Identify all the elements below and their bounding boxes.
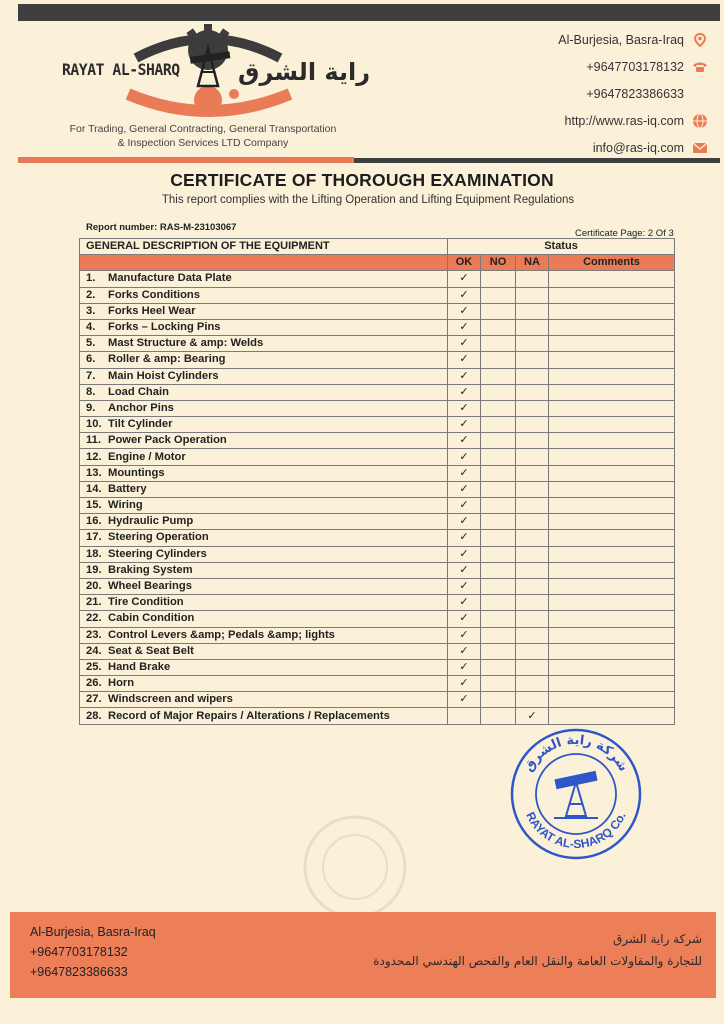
row-no-cell — [481, 400, 516, 416]
row-no-cell — [481, 481, 516, 497]
row-label: Seat & Seat Belt — [108, 644, 194, 657]
table-row — [80, 692, 675, 708]
row-no-cell — [481, 319, 516, 335]
row-number: 27. — [86, 693, 102, 706]
row-na-cell — [516, 271, 549, 287]
location-icon — [692, 32, 708, 48]
row-ok-cell: ✓ — [448, 643, 481, 659]
row-ok-cell: ✓ — [448, 384, 481, 400]
row-no-cell — [481, 643, 516, 659]
row-number: 7. — [86, 369, 96, 382]
row-no-cell — [481, 627, 516, 643]
row-label: Engine / Motor — [108, 450, 186, 463]
row-comments-cell — [549, 400, 675, 416]
row-na-cell — [516, 465, 549, 481]
row-no-cell — [481, 352, 516, 368]
table-row — [80, 384, 675, 400]
top-band — [18, 4, 720, 21]
table-row — [80, 287, 675, 303]
equipment-status-table — [79, 238, 675, 725]
table-row — [80, 627, 675, 643]
row-item-name — [80, 481, 448, 497]
row-ok-cell: ✓ — [448, 562, 481, 578]
row-label: Steering Cylinders — [108, 547, 207, 560]
row-ok-cell: ✓ — [448, 530, 481, 546]
footer-company-ar — [373, 928, 702, 972]
column-comments: Comments — [549, 255, 675, 271]
row-item-name — [80, 336, 448, 352]
row-ok-cell: ✓ — [448, 433, 481, 449]
row-no-cell — [481, 465, 516, 481]
row-na-cell — [516, 352, 549, 368]
row-label: Manufacture Data Plate — [108, 272, 232, 285]
tagline-line-2: & Inspection Services LTD Company — [117, 137, 289, 149]
company-name-en: RAYAT AL-SHARQ — [62, 60, 180, 79]
row-number: 20. — [86, 580, 102, 593]
row-ok-cell: ✓ — [448, 417, 481, 433]
certificate-subtitle: This report complies with the Lifting Operation and Lifting Equipment Regulations — [161, 194, 575, 206]
table-row — [80, 643, 675, 659]
row-comments-cell — [549, 676, 675, 692]
table-header-row-2 — [80, 255, 675, 271]
table-row — [80, 611, 675, 627]
row-no-cell — [481, 530, 516, 546]
row-comments-cell — [549, 692, 675, 708]
row-comments-cell — [549, 319, 675, 335]
row-na-cell — [516, 595, 549, 611]
table-row — [80, 336, 675, 352]
table-row — [80, 465, 675, 481]
row-na-cell — [516, 692, 549, 708]
row-label: Braking System — [108, 563, 193, 576]
row-label: Steering Operation — [108, 531, 209, 544]
report-number: Report number: RAS-M-23103067 — [86, 222, 237, 233]
certificate-title: CERTIFICATE OF THOROUGH EXAMINATION — [170, 170, 554, 190]
row-label: Record of Major Repairs / Alterations / Replacements — [108, 709, 390, 722]
row-number: 14. — [86, 482, 102, 495]
row-label: Mountings — [108, 466, 165, 479]
footer-company-desc-ar: للتجارة والمقاولات العامة والنقل العام والفحص الهندسي المحدودة — [373, 954, 702, 968]
row-comments-cell — [549, 384, 675, 400]
row-number: 18. — [86, 547, 102, 560]
row-comments-cell — [549, 368, 675, 384]
watermark-seal — [300, 812, 410, 922]
row-no-cell — [481, 595, 516, 611]
row-ok-cell: ✓ — [448, 481, 481, 497]
row-comments-cell — [549, 287, 675, 303]
row-na-cell — [516, 336, 549, 352]
row-comments-cell — [549, 417, 675, 433]
row-na-cell — [516, 481, 549, 497]
table-row — [80, 400, 675, 416]
row-item-name — [80, 708, 448, 724]
row-number: 3. — [86, 304, 96, 317]
globe-icon — [692, 113, 708, 129]
row-item-name — [80, 578, 448, 594]
row-ok-cell: ✓ — [448, 546, 481, 562]
row-item-name — [80, 465, 448, 481]
row-number: 23. — [86, 628, 102, 641]
row-no-cell — [481, 368, 516, 384]
row-item-name — [80, 433, 448, 449]
company-stamp — [508, 726, 644, 862]
row-item-name — [80, 627, 448, 643]
contact-block — [558, 26, 708, 161]
row-ok-cell: ✓ — [448, 336, 481, 352]
column-na: NA — [516, 255, 549, 271]
table-row — [80, 303, 675, 319]
company-name-ar: راية الشرق — [238, 58, 371, 86]
row-item-name — [80, 530, 448, 546]
header-blank-cell — [80, 255, 448, 271]
row-na-cell — [516, 627, 549, 643]
row-ok-cell: ✓ — [448, 368, 481, 384]
row-label: Power Pack Operation — [108, 434, 227, 447]
row-no-cell — [481, 303, 516, 319]
row-na-cell — [516, 659, 549, 675]
status-header: Status — [448, 239, 675, 255]
phone-icon — [692, 59, 708, 75]
row-ok-cell: ✓ — [448, 303, 481, 319]
column-ok: OK — [448, 255, 481, 271]
row-ok-cell: ✓ — [448, 692, 481, 708]
row-item-name — [80, 303, 448, 319]
row-ok-cell: ✓ — [448, 465, 481, 481]
row-no-cell — [481, 498, 516, 514]
row-no-cell — [481, 417, 516, 433]
column-no: NO — [481, 255, 516, 271]
row-label: Wiring — [108, 499, 143, 512]
table-row — [80, 530, 675, 546]
row-item-name — [80, 546, 448, 562]
row-na-cell — [516, 433, 549, 449]
row-label: Mast Structure & amp: Welds — [108, 337, 264, 350]
row-label: Battery — [108, 482, 147, 495]
row-ok-cell: ✓ — [448, 676, 481, 692]
row-comments-cell — [549, 498, 675, 514]
footer-address: Al-Burjesia, Basra-Iraq — [30, 925, 156, 939]
row-no-cell — [481, 676, 516, 692]
row-ok-cell: ✓ — [448, 627, 481, 643]
header-divider-orange — [18, 157, 354, 163]
table-row — [80, 433, 675, 449]
row-number: 4. — [86, 321, 96, 334]
row-na-cell — [516, 514, 549, 530]
row-na-cell — [516, 611, 549, 627]
row-no-cell — [481, 562, 516, 578]
row-number: 25. — [86, 660, 102, 673]
row-no-cell — [481, 546, 516, 562]
row-no-cell — [481, 708, 516, 724]
row-item-name — [80, 595, 448, 611]
row-number: 9. — [86, 401, 96, 414]
row-no-cell — [481, 692, 516, 708]
row-ok-cell: ✓ — [448, 287, 481, 303]
row-no-cell — [481, 611, 516, 627]
row-number: 2. — [86, 288, 96, 301]
row-label: Main Hoist Cylinders — [108, 369, 219, 382]
table-row — [80, 271, 675, 287]
row-comments-cell — [549, 481, 675, 497]
table-row — [80, 498, 675, 514]
row-na-cell — [516, 449, 549, 465]
row-item-name — [80, 498, 448, 514]
row-comments-cell — [549, 627, 675, 643]
row-comments-cell — [549, 708, 675, 724]
row-comments-cell — [549, 514, 675, 530]
header-divider-dark — [354, 158, 720, 163]
certificate-page: Certificate Page: 2 Of 3 — [575, 228, 674, 239]
tagline-line-1: For Trading, General Contracting, General Transportation — [69, 123, 337, 135]
table-row — [80, 676, 675, 692]
table-row — [80, 562, 675, 578]
row-na-cell — [516, 384, 549, 400]
row-ok-cell: ✓ — [448, 498, 481, 514]
row-item-name — [80, 287, 448, 303]
row-number: 21. — [86, 596, 102, 609]
stamp-text-ar: شركة راية الشرق — [521, 732, 631, 775]
row-label: Hydraulic Pump — [108, 515, 194, 528]
row-item-name — [80, 352, 448, 368]
row-na-cell — [516, 498, 549, 514]
row-label: Forks – Locking Pins — [108, 321, 221, 334]
row-number: 24. — [86, 644, 102, 657]
row-number: 13. — [86, 466, 102, 479]
row-na-cell: ✓ — [516, 708, 549, 724]
row-comments-cell — [549, 643, 675, 659]
row-label: Forks Conditions — [108, 288, 200, 301]
row-ok-cell: ✓ — [448, 271, 481, 287]
table-row — [80, 352, 675, 368]
row-comments-cell — [549, 336, 675, 352]
row-number: 12. — [86, 450, 102, 463]
row-item-name — [80, 449, 448, 465]
row-comments-cell — [549, 595, 675, 611]
row-item-name — [80, 417, 448, 433]
row-number: 28. — [86, 709, 102, 722]
row-no-cell — [481, 433, 516, 449]
table-row — [80, 319, 675, 335]
row-number: 19. — [86, 563, 102, 576]
table-row — [80, 417, 675, 433]
row-comments-cell — [549, 530, 675, 546]
table-row — [80, 578, 675, 594]
table-header-row-1 — [80, 239, 675, 255]
row-item-name — [80, 659, 448, 675]
row-no-cell — [481, 271, 516, 287]
row-label: Wheel Bearings — [108, 580, 192, 593]
footer-phone-2: +9647823386633 — [30, 965, 128, 979]
row-item-name — [80, 643, 448, 659]
footer-company-name-ar: شركة راية الشرق — [613, 932, 702, 946]
row-no-cell — [481, 336, 516, 352]
footer-contact — [30, 922, 156, 982]
footer-phone-1: +9647703178132 — [30, 945, 128, 959]
row-na-cell — [516, 303, 549, 319]
row-label: Tire Condition — [108, 596, 184, 609]
row-ok-cell: ✓ — [448, 611, 481, 627]
row-ok-cell: ✓ — [448, 514, 481, 530]
row-number: 11. — [86, 434, 101, 447]
row-label: Tilt Cylinder — [108, 418, 173, 431]
row-label: Forks Heel Wear — [108, 304, 196, 317]
row-na-cell — [516, 562, 549, 578]
row-label: Control Levers &amp; Pedals &amp; lights — [108, 628, 335, 641]
row-label: Roller & amp: Bearing — [108, 353, 226, 366]
row-comments-cell — [549, 352, 675, 368]
row-comments-cell — [549, 271, 675, 287]
company-tagline — [58, 122, 348, 150]
row-ok-cell — [448, 708, 481, 724]
row-ok-cell: ✓ — [448, 449, 481, 465]
row-ok-cell: ✓ — [448, 595, 481, 611]
row-comments-cell — [549, 611, 675, 627]
row-number: 15. — [86, 499, 102, 512]
row-number: 6. — [86, 353, 96, 366]
row-na-cell — [516, 287, 549, 303]
row-na-cell — [516, 319, 549, 335]
row-label: Windscreen and wipers — [108, 693, 233, 706]
row-no-cell — [481, 514, 516, 530]
table-row — [80, 659, 675, 675]
row-comments-cell — [549, 449, 675, 465]
row-na-cell — [516, 368, 549, 384]
row-number: 8. — [86, 385, 96, 398]
row-label: Horn — [108, 677, 135, 690]
contact-address: Al-Burjesia, Basra-Iraq — [558, 26, 708, 53]
row-na-cell — [516, 643, 549, 659]
row-na-cell — [516, 676, 549, 692]
row-na-cell — [516, 578, 549, 594]
row-item-name — [80, 368, 448, 384]
contact-email: info@ras-iq.com — [558, 134, 708, 161]
row-na-cell — [516, 546, 549, 562]
row-item-name — [80, 611, 448, 627]
row-ok-cell: ✓ — [448, 400, 481, 416]
row-na-cell — [516, 400, 549, 416]
row-no-cell — [481, 449, 516, 465]
row-number: 10. — [86, 418, 102, 431]
row-item-name — [80, 384, 448, 400]
row-label: Anchor Pins — [108, 401, 174, 414]
row-item-name — [80, 676, 448, 692]
row-item-name — [80, 514, 448, 530]
row-comments-cell — [549, 433, 675, 449]
row-label: Load Chain — [108, 385, 169, 398]
row-number: 17. — [86, 531, 102, 544]
row-ok-cell: ✓ — [448, 578, 481, 594]
row-number: 22. — [86, 612, 102, 625]
row-ok-cell: ✓ — [448, 319, 481, 335]
row-na-cell — [516, 417, 549, 433]
row-comments-cell — [549, 303, 675, 319]
row-item-name — [80, 562, 448, 578]
row-number: 26. — [86, 677, 102, 690]
row-no-cell — [481, 578, 516, 594]
row-label: Cabin Condition — [108, 612, 195, 625]
table-row — [80, 514, 675, 530]
footer-band — [10, 912, 716, 998]
table-row — [80, 368, 675, 384]
contact-phone-1: +9647703178132 — [558, 53, 708, 80]
row-ok-cell: ✓ — [448, 659, 481, 675]
stamp-text-en: RAYAT AL-SHARQ Co. — [523, 809, 629, 852]
row-number: 16. — [86, 515, 102, 528]
table-row — [80, 449, 675, 465]
contact-website: http://www.ras-iq.com — [558, 107, 708, 134]
table-row — [80, 595, 675, 611]
row-item-name — [80, 271, 448, 287]
table-row — [80, 481, 675, 497]
table-body — [80, 271, 675, 724]
table-row — [80, 708, 675, 724]
row-item-name — [80, 319, 448, 335]
row-no-cell — [481, 287, 516, 303]
row-item-name — [80, 692, 448, 708]
row-no-cell — [481, 384, 516, 400]
row-na-cell — [516, 530, 549, 546]
stamp-pump-icon — [554, 772, 598, 818]
row-number: 1. — [86, 272, 96, 285]
mail-icon — [692, 140, 708, 156]
contact-phone-2: +9647823386633 — [586, 86, 684, 101]
table-row — [80, 546, 675, 562]
row-ok-cell: ✓ — [448, 352, 481, 368]
row-number: 5. — [86, 337, 96, 350]
section-header: GENERAL DESCRIPTION OF THE EQUIPMENT — [80, 239, 448, 255]
row-comments-cell — [549, 465, 675, 481]
row-comments-cell — [549, 578, 675, 594]
row-label: Hand Brake — [108, 660, 171, 673]
row-item-name — [80, 400, 448, 416]
row-comments-cell — [549, 562, 675, 578]
row-no-cell — [481, 659, 516, 675]
row-comments-cell — [549, 546, 675, 562]
row-comments-cell — [549, 659, 675, 675]
